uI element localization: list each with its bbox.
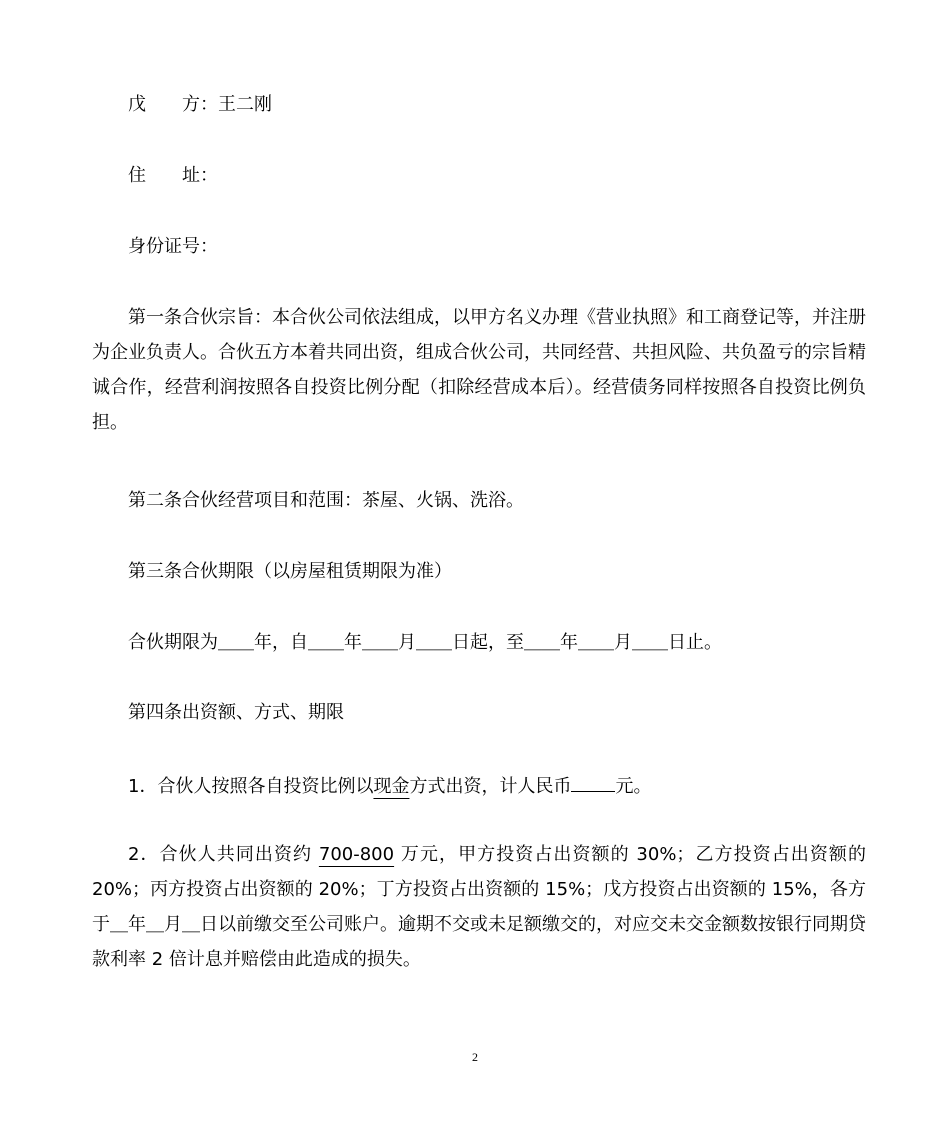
id-number-line: 身份证号：	[128, 236, 218, 257]
article-4-item-2-paragraph	[92, 837, 866, 977]
item-1-cash-underlined: 现金	[373, 776, 410, 797]
article-1-paragraph: 第一条合伙宗旨：本合伙公司依法组成，以甲方名义办理《营业执照》和工商登记等，并注册为企业负责人。合伙五方本着共同出资，组成合伙公司，共同经营、共担风险、共负盈亏的宗旨精诚合作，经营利润按照各自投资比例分配（扣除经营成本后）。经营债务同样按照各自投资比例负担。	[92, 307, 866, 433]
article-4-item-1	[128, 773, 651, 798]
address-line: 住 址：	[128, 165, 218, 186]
article-4-title: 第四条出资额、方式、期限	[128, 702, 344, 723]
page-number: 2	[472, 1050, 478, 1064]
article-2-line: 第二条合伙经营项目和范围：茶屋、火锅、洗浴。	[128, 490, 524, 511]
article-3-title: 第三条合伙期限（以房屋租赁期限为准）	[128, 561, 452, 582]
item-1-text-a: 1．合伙人按照各自投资比例以	[128, 776, 374, 797]
item-1-text-b: 方式出资，计人民币	[409, 776, 572, 797]
item-2-text-a: 2．合伙人共同出资约	[128, 844, 319, 865]
party-wu-line: 戊 方：王二刚	[128, 94, 272, 115]
item-2-amount-underlined: 700-800	[318, 844, 395, 865]
item-1-text-c: 元。	[615, 776, 652, 797]
item-2-text-b: 万元，甲方投资占出资额的 30%；乙方投资占出资额的 20%；丙方投资占出资额的 20%；丁方投资占出资额的 15%；戊方投资占出资额的 15%，各方于＿年＿月＿日以前缴交至公司账户。逾期不交或未足额缴交的，对应交未交金额数按银行同期贷款利率 2 倍计息并赔偿由此造成的损失。	[92, 844, 866, 970]
amount-blank-line	[571, 773, 615, 792]
article-3-term-line: 合伙期限为＿＿年，自＿＿年＿＿月＿＿日起，至＿＿年＿＿月＿＿日止。	[128, 632, 722, 653]
